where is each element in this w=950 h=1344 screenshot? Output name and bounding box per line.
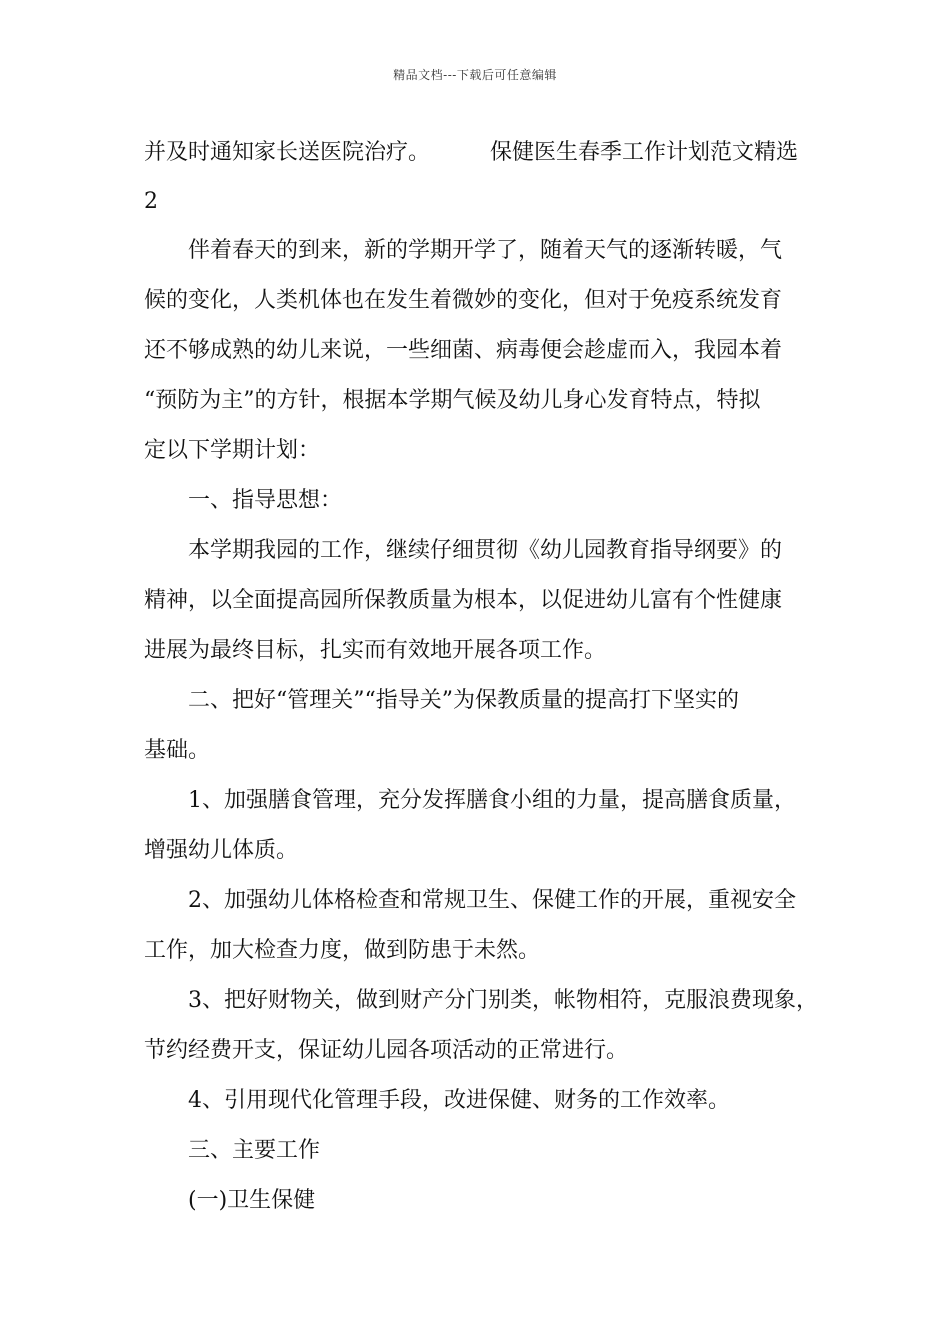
list-item: 4、引用现代化管理手段，改进保健、财务的工作效率。 [188, 1088, 730, 1113]
paragraph-line: 候的变化，人类机体也在发生着微妙的变化，但对于免疫系统发育 [144, 288, 783, 313]
list-item: 1、加强膳食管理，充分发挥膳食小组的力量，提高膳食质量， [188, 788, 796, 813]
heading-line: 三、主要工作 [188, 1138, 321, 1163]
paragraph-line: 工作，加大检查力度，做到防患于未然。 [144, 938, 541, 963]
paragraph-line: 精神，以全面提高园所保教质量为根本，以促进幼儿富有个性健康 [144, 588, 783, 613]
paragraph-line: 定以下学期计划： [144, 438, 321, 463]
paragraph-line: 还不够成熟的幼儿来说，一些细菌、病毒便会趁虚而入，我园本着 [144, 338, 783, 363]
subheading-line: (一)卫生保健 [188, 1188, 316, 1213]
paragraph-line: 增强幼儿体质。 [144, 838, 299, 863]
paragraph-line: 节约经费开支，保证幼儿园各项活动的正常进行。 [144, 1038, 629, 1063]
paragraph-line: “预防为主”的方针，根据本学期气候及幼儿身心发育特点，特拟 [144, 388, 761, 413]
paragraph-line: 本学期我园的工作，继续仔细贯彻《幼儿园教育指导纲要》的 [188, 538, 783, 563]
heading-line: 二、把好“管理关”“指导关”为保教质量的提高打下坚实的 [188, 688, 739, 713]
paragraph-line: 基础。 [144, 738, 211, 763]
list-item: 2、加强幼儿体格检查和常规卫生、保健工作的开展，重视安全 [188, 888, 796, 913]
page-header: 精品文档---下载后可任意编辑 [393, 68, 557, 82]
list-item: 3、把好财物关，做到财产分门别类，帐物相符，克服浪费现象， [188, 988, 818, 1013]
paragraph-line: 伴着春天的到来，新的学期开学了，随着天气的逐渐转暖，气 [188, 238, 783, 263]
text-segment: 并及时通知家长送医院治疗。 [144, 140, 431, 165]
heading-line: 一、指导思想： [188, 488, 343, 513]
paragraph-line: 进展为最终目标，扎实而有效地开展各项工作。 [144, 638, 607, 663]
section-title: 保健医生春季工作计划范文精选 [490, 140, 799, 165]
text-line: 2 [144, 189, 158, 214]
text-line [144, 138, 798, 168]
